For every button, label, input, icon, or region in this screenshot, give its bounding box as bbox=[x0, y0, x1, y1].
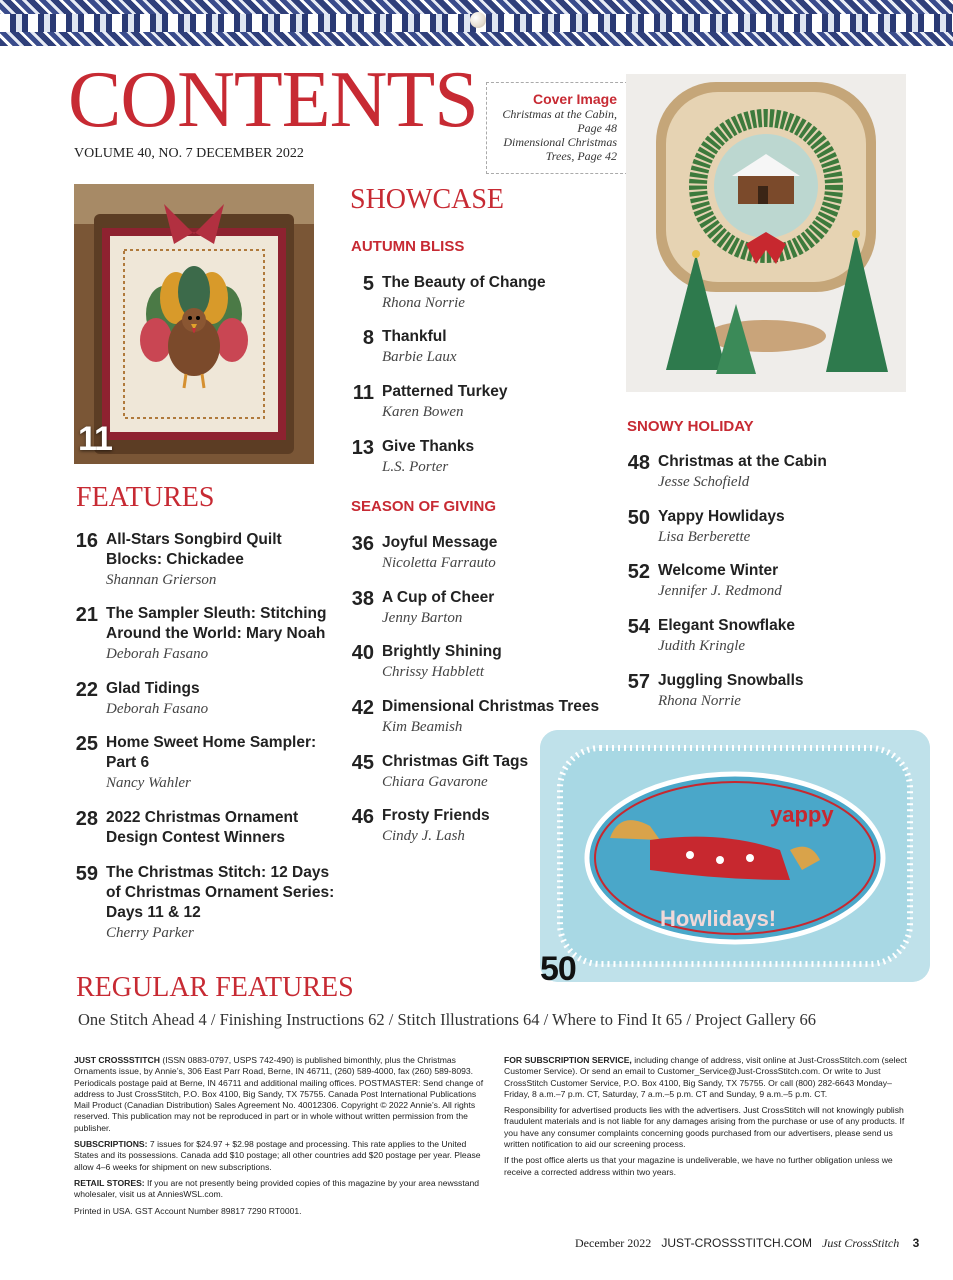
cover-line: Dimensional Christmas bbox=[503, 135, 617, 149]
item-title: of Christmas Ornament Series: bbox=[106, 884, 335, 901]
item-author: Nancy Wahler bbox=[106, 775, 191, 791]
features-item bbox=[74, 604, 326, 664]
showcase-item bbox=[350, 697, 599, 737]
showcase-item bbox=[626, 616, 795, 656]
item-title: Welcome Winter bbox=[658, 562, 779, 579]
regular-features-heading: REGULAR FEATURES bbox=[76, 972, 354, 1003]
item-title: Days 11 & 12 bbox=[106, 904, 201, 921]
item-author: Chiara Gavarone bbox=[382, 774, 488, 790]
cover-heading: Cover Image bbox=[532, 91, 617, 107]
features-item bbox=[74, 530, 282, 590]
showcase-item bbox=[350, 327, 457, 367]
publication-info bbox=[74, 1055, 492, 1222]
page-number: 16 bbox=[75, 530, 98, 552]
photo-page-number: 11 bbox=[78, 420, 112, 458]
item-title: A Cup of Cheer bbox=[382, 589, 495, 606]
footer-month: December 2022 bbox=[575, 1236, 652, 1250]
item-title: Yappy Howlidays bbox=[658, 508, 785, 525]
snowy-holiday-heading: SNOWY HOLIDAY bbox=[627, 418, 754, 435]
item-title: Brightly Shining bbox=[382, 643, 502, 660]
svg-text:Howlidays!: Howlidays! bbox=[660, 906, 777, 931]
cover-line: Trees, Page 42 bbox=[545, 149, 617, 163]
item-author: Jennifer J. Redmond bbox=[658, 583, 782, 599]
page-number: 25 bbox=[75, 733, 98, 755]
showcase-item bbox=[350, 533, 497, 573]
item-title: Give Thanks bbox=[382, 438, 475, 455]
page-number: 40 bbox=[351, 642, 374, 664]
item-title: The Sampler Sleuth: Stitching bbox=[106, 605, 327, 622]
item-title: Part 6 bbox=[106, 754, 150, 771]
showcase-item bbox=[350, 273, 546, 313]
item-title: Patterned Turkey bbox=[382, 383, 508, 400]
showcase-item bbox=[626, 671, 804, 711]
showcase-item bbox=[626, 561, 782, 601]
fine-text: (ISSN 0883-0797, USPS 742-490) is published bimonthly, plus the Christmas Ornaments issue, by Annie’s, 306 East Parr Road, Berne, IN 46711, (260) 589-4000, fax (260) 589-8093. Periodicals postage paid at Berne, IN 46711 and additional mailing offices. POSTMASTER: Send change of address to Just CrossStitch, P.O. Box 4100, Big Sandy, TX 75755. Canada Post International Publications Mail Product (Canadian Distribution) Sales Agreement No. 40012306. Copyright © 2022 Annie’s. All rights reserved. This publication may not be reproduced in part or in whole without written permission from the publisher. bbox=[74, 1055, 484, 1133]
footer-page-number: 3 bbox=[912, 1236, 920, 1250]
item-title: Blocks: Chickadee bbox=[106, 551, 244, 568]
showcase-item bbox=[350, 382, 507, 422]
page-title: CONTENTS bbox=[68, 56, 478, 144]
showcase-item bbox=[626, 452, 827, 492]
page-number: 36 bbox=[351, 533, 374, 555]
item-author: Cherry Parker bbox=[106, 925, 194, 941]
item-author: Nicoletta Farrauto bbox=[382, 555, 496, 571]
fine-bold: JUST CROSSSTITCH bbox=[74, 1055, 160, 1065]
page-number: 38 bbox=[351, 588, 374, 610]
item-title: Juggling Snowballs bbox=[658, 672, 804, 689]
item-title: Christmas Gift Tags bbox=[382, 753, 529, 770]
svg-text:yappy: yappy bbox=[770, 802, 834, 827]
page-footer bbox=[575, 1236, 919, 1251]
fine-bold: FOR SUBSCRIPTION SERVICE, bbox=[504, 1055, 632, 1065]
fine-text: including change of address, visit online at Just-CrossStitch.com (select Customer Service). Or send an email to Customer_Service@Just-CrossStitch.com. Or write to Just CrossStitch Customer Service, P.O. Box 4100, Big Sandy, TX 75755. Or call (800) 282-6643 Monday–Friday, 8 a.m.–7 p.m. CT, Saturday, 7 a.m.–5 p.m. CT and Sunday, 9 a.m.–5 p.m. CT. bbox=[504, 1055, 907, 1099]
regular-features-list: One Stitch Ahead 4 / Finishing Instructions 62 / Stitch Illustrations 64 / Where to Find It 65 / Project Gallery 66 bbox=[78, 1010, 816, 1029]
item-author: Jesse Schofield bbox=[658, 474, 750, 490]
fine-bold: SUBSCRIPTIONS: bbox=[74, 1139, 148, 1150]
item-title: Frosty Friends bbox=[382, 807, 490, 824]
item-title: Thankful bbox=[382, 328, 447, 345]
item-title: Christmas at the Cabin bbox=[658, 453, 827, 470]
fine-text: Responsibility for advertised products lies with the advertisers. Just CrossStitch will not knowingly publish fraudulent materials and is not liable for any damages arising from the purchase or use of any products. If you have any consumer complaints concerning goods purchased from our advertisers, please send us written notification to aid our screening process. bbox=[504, 1105, 905, 1150]
page-number: 42 bbox=[351, 697, 374, 719]
item-author: L.S. Porter bbox=[382, 459, 449, 475]
footer-site: JUST-CROSSSTITCH.COM bbox=[661, 1236, 812, 1250]
item-title: Glad Tidings bbox=[106, 680, 200, 697]
fine-bold: RETAIL STORES: bbox=[74, 1177, 145, 1188]
page-number: 11 bbox=[352, 382, 374, 404]
page-number: 48 bbox=[627, 452, 650, 474]
photo-page-number: 50 bbox=[540, 950, 576, 988]
page-number: 52 bbox=[627, 561, 650, 583]
item-title: The Christmas Stitch: 12 Days bbox=[106, 864, 330, 881]
fine-text: 7 issues for $24.97 + $2.98 postage and processing. This rate applies to the United States and its possessions. Canada add $10 postage; all other countries add $20 postage per year. Please allow 4–6 weeks for shipment on new subscriptions. bbox=[74, 1139, 481, 1172]
subscription-info bbox=[504, 1055, 914, 1183]
page-number: 21 bbox=[75, 604, 98, 626]
showcase-item bbox=[350, 752, 528, 792]
item-title: 2022 Christmas Ornament bbox=[106, 809, 299, 826]
cover-image-caption bbox=[486, 82, 628, 174]
page-number: 28 bbox=[75, 808, 98, 830]
item-author: Barbie Laux bbox=[382, 349, 457, 365]
features-item bbox=[74, 733, 316, 793]
cover-line: Christmas at the Cabin, bbox=[502, 107, 617, 121]
page-number: 8 bbox=[362, 327, 374, 349]
fine-text: If the post office alerts us that your magazine is undeliverable, we have no further obligation unless we receive a corrected address within two years. bbox=[504, 1155, 893, 1177]
yappy-howlidays-photo bbox=[540, 730, 930, 982]
page-number: 45 bbox=[351, 752, 374, 774]
features-item bbox=[74, 808, 298, 848]
features-item bbox=[74, 679, 208, 719]
item-author: Rhona Norrie bbox=[658, 693, 741, 709]
autumn-bliss-heading: AUTUMN BLISS bbox=[351, 238, 465, 255]
page-number: 57 bbox=[627, 671, 650, 693]
cabin-wreath-photo bbox=[626, 74, 906, 392]
footer-magazine: Just CrossStitch bbox=[822, 1236, 900, 1250]
item-author: Cindy J. Lash bbox=[382, 828, 465, 844]
item-title: The Beauty of Change bbox=[382, 274, 546, 291]
page-number: 46 bbox=[351, 806, 374, 828]
fine-text: Printed in USA. GST Account Number 89817 7290 RT0001. bbox=[74, 1205, 302, 1216]
item-author: Deborah Fasano bbox=[106, 701, 209, 717]
showcase-item bbox=[350, 806, 490, 846]
page-number: 59 bbox=[75, 863, 98, 885]
item-author: Jenny Barton bbox=[382, 610, 463, 626]
item-author: Chrissy Habblett bbox=[382, 664, 485, 680]
page-number: 22 bbox=[75, 679, 98, 701]
item-title: All-Stars Songbird Quilt bbox=[106, 531, 282, 548]
item-author: Lisa Berberette bbox=[658, 529, 751, 545]
item-author: Deborah Fasano bbox=[106, 646, 209, 662]
showcase-heading: SHOWCASE bbox=[350, 184, 505, 215]
features-heading: FEATURES bbox=[76, 482, 215, 513]
item-author: Rhona Norrie bbox=[382, 295, 465, 311]
page-number: 54 bbox=[627, 616, 650, 638]
pearl-bead-icon bbox=[470, 12, 486, 28]
page-number: 13 bbox=[351, 437, 374, 459]
item-title: Design Contest Winners bbox=[106, 829, 285, 846]
item-title: Dimensional Christmas Trees bbox=[382, 698, 600, 715]
showcase-item bbox=[626, 507, 785, 547]
fine-text: If you are not presently being provided copies of this magazine by your area newsstand wholesaler, visit us at AnniesWSL.com. bbox=[74, 1177, 480, 1200]
page-number: 50 bbox=[627, 507, 650, 529]
item-title: Elegant Snowflake bbox=[658, 617, 795, 634]
showcase-item bbox=[350, 437, 474, 477]
issue-info: VOLUME 40, NO. 7 DECEMBER 2022 bbox=[74, 146, 304, 161]
item-author: Shannan Grierson bbox=[106, 572, 217, 588]
season-of-giving-heading: SEASON OF GIVING bbox=[351, 498, 497, 515]
item-author: Judith Kringle bbox=[658, 638, 746, 654]
showcase-item bbox=[350, 588, 494, 628]
features-item bbox=[74, 863, 334, 943]
item-title: Joyful Message bbox=[382, 534, 498, 551]
showcase-item bbox=[350, 642, 502, 682]
item-author: Kim Beamish bbox=[382, 719, 463, 735]
item-title: Home Sweet Home Sampler: bbox=[106, 734, 317, 751]
item-author: Karen Bowen bbox=[382, 404, 464, 420]
page-number: 5 bbox=[362, 273, 374, 295]
cover-line: Page 48 bbox=[577, 121, 617, 135]
item-title: Around the World: Mary Noah bbox=[106, 625, 326, 642]
